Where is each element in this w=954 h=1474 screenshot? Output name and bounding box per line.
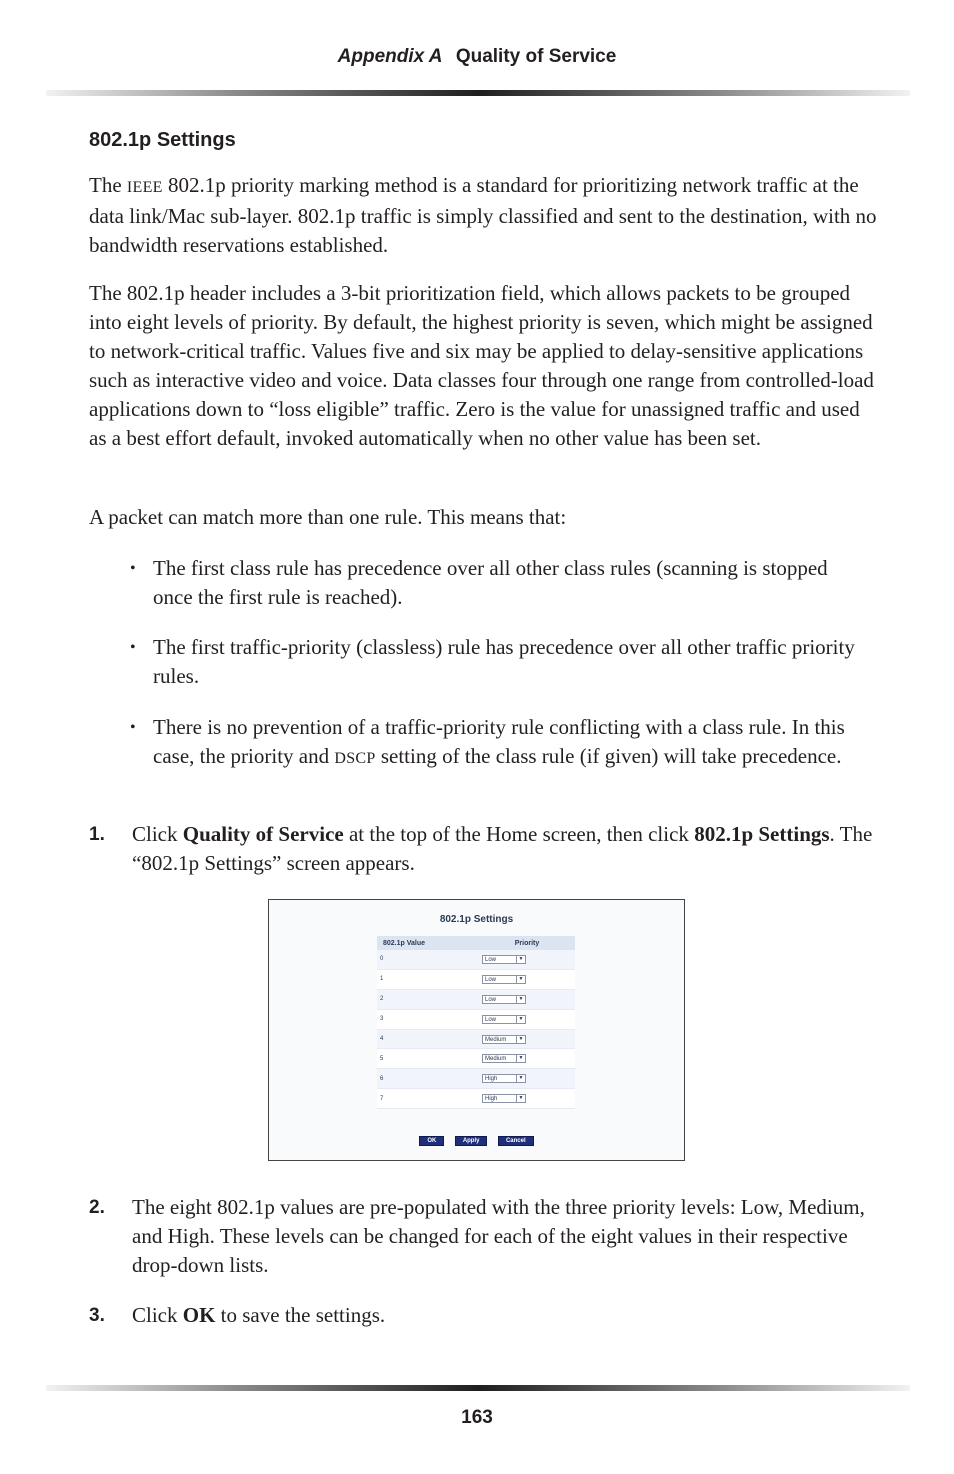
col-header-value: 802.1p Value	[377, 936, 479, 950]
bullet-item-3	[130, 713, 870, 773]
row-priority-cell	[479, 950, 575, 969]
chevron-down-icon: ▼	[516, 996, 525, 1003]
step1-text-c: at the top of the Home screen, then click	[343, 822, 695, 846]
table-row	[377, 950, 575, 969]
table-row	[377, 1009, 575, 1029]
step-text: The eight 802.1p values are pre-populated with the three priority levels: Low, Medium, and High. These levels can be changed for each of the eight values in their respective drop-down lists.	[132, 1195, 865, 1277]
row-value: 7	[377, 1089, 479, 1109]
screenshot-title: 802.1p Settings	[439, 914, 514, 925]
table-row	[377, 1069, 575, 1089]
priority-selected-value: High	[485, 1096, 498, 1103]
chevron-down-icon: ▼	[516, 1095, 525, 1102]
chevron-down-icon: ▼	[516, 1055, 525, 1062]
row-value: 5	[377, 1049, 479, 1069]
row-priority-cell	[479, 1069, 575, 1089]
chevron-down-icon: ▼	[516, 1016, 525, 1023]
running-header	[0, 46, 954, 68]
priority-select[interactable]	[482, 1015, 526, 1024]
row-priority-cell	[479, 1089, 575, 1109]
bullet-icon: •	[130, 639, 136, 656]
priority-selected-value: Low	[485, 1016, 497, 1023]
bullet-icon: •	[130, 560, 136, 577]
step-number: 1.	[89, 824, 105, 845]
step-2	[89, 1193, 879, 1280]
step3-bold-ok: OK	[182, 1303, 216, 1327]
priority-selected-value: Medium	[485, 1056, 507, 1063]
step-number: 2.	[89, 1197, 105, 1218]
bullet-item-2	[130, 633, 870, 691]
table-row	[377, 1049, 575, 1069]
bullet-text: The first class rule has precedence over all other class rules (scanning is stopped once the first rule is reached).	[153, 556, 828, 609]
settings-screenshot	[268, 899, 685, 1161]
header-chapter: Quality of Service	[455, 46, 617, 67]
p1-text-b: 802.1p priority marking method is a standard for prioritizing network traffic at the data link/Mac sub-layer. 802.1p traffic is simply classified and sent to the destination, with no bandwidth reservations established.	[89, 173, 877, 257]
b3-dscp: DSCP	[334, 750, 376, 767]
paragraph-3: A packet can match more than one rule. This means that:	[89, 505, 567, 529]
priority-select[interactable]	[482, 1035, 526, 1044]
step-text	[132, 820, 879, 878]
row-value: 3	[377, 1009, 479, 1029]
chevron-down-icon: ▼	[516, 976, 525, 983]
priority-select[interactable]	[482, 1054, 526, 1063]
b3-text-b: setting of the class rule (if given) will take precedence.	[375, 744, 842, 768]
priority-select[interactable]	[482, 975, 526, 984]
row-priority-cell	[479, 1049, 575, 1069]
row-value: 1	[377, 969, 479, 989]
footer-rule	[46, 1385, 910, 1391]
bullet-item-1	[130, 554, 870, 612]
ok-button[interactable]: OK	[419, 1136, 444, 1146]
paragraph-1	[89, 171, 879, 260]
b3-text-a: There is no prevention of a traffic-priority rule conflicting with a class rule. In this case, the priority and	[153, 715, 845, 768]
priority-selected-value: Low	[485, 956, 497, 963]
table-row	[377, 1029, 575, 1049]
row-value: 6	[377, 1069, 479, 1089]
priority-select[interactable]	[482, 995, 526, 1004]
row-value: 4	[377, 1029, 479, 1049]
step1-text-a: Click	[132, 822, 183, 846]
row-priority-cell	[479, 969, 575, 989]
section-title: 802.1p Settings	[89, 129, 236, 151]
p1-ieee: IEEE	[126, 179, 163, 196]
step3-text-c: to save the settings.	[215, 1303, 386, 1327]
priority-select[interactable]	[482, 1074, 526, 1083]
cancel-button[interactable]: Cancel	[498, 1136, 534, 1146]
table-row	[377, 989, 575, 1009]
table-row	[377, 969, 575, 989]
bullet-text	[153, 713, 870, 773]
step1-bold-qos: Quality of Service	[182, 822, 344, 846]
header-appendix: Appendix A	[337, 46, 443, 67]
row-priority-cell	[479, 1009, 575, 1029]
step-text	[132, 1301, 879, 1330]
priority-selected-value: Low	[485, 976, 497, 983]
step1-text-d: . The “802.1p Settings” screen appears.	[132, 822, 873, 875]
step3-text-a: Click	[132, 1303, 183, 1327]
p1-text-a: The	[89, 173, 127, 197]
table-row	[377, 1089, 575, 1109]
priority-rows	[377, 950, 575, 1109]
chevron-down-icon: ▼	[516, 956, 525, 963]
page-number: 163	[461, 1407, 493, 1428]
step-number: 3.	[89, 1305, 105, 1326]
chevron-down-icon: ▼	[516, 1036, 525, 1043]
bullet-text: The first traffic-priority (classless) rule has precedence over all other traffic priority rules.	[153, 635, 855, 688]
button-bar	[269, 1129, 684, 1147]
header-rule	[46, 90, 910, 96]
row-priority-cell	[479, 1029, 575, 1049]
priority-table	[377, 936, 575, 1109]
step-3	[89, 1301, 879, 1330]
col-header-priority: Priority	[479, 936, 575, 950]
row-value: 2	[377, 989, 479, 1009]
step-1	[89, 820, 879, 878]
priority-select[interactable]	[482, 1094, 526, 1103]
priority-selected-value: Medium	[485, 1036, 507, 1043]
bullet-icon: •	[130, 719, 136, 736]
priority-selected-value: High	[485, 1076, 498, 1083]
apply-button[interactable]: Apply	[455, 1136, 488, 1146]
priority-select[interactable]	[482, 955, 526, 964]
priority-selected-value: Low	[485, 996, 497, 1003]
row-value: 0	[377, 950, 479, 969]
row-priority-cell	[479, 989, 575, 1009]
chevron-down-icon: ▼	[516, 1075, 525, 1082]
paragraph-2: The 802.1p header includes a 3-bit prioritization field, which allows packets to be grouped into eight levels of priority. By default, the highest priority is seven, which might be assigned to network-critical traffic. Values five and six may be applied to delay-sensitive applications such as interactive video and voice. Data classes four through one range from controlled-load applications down to “loss eligible” traffic. Zero is the value for unassigned traffic and used as a best effort default, invoked automatically when no other value has been set.	[89, 281, 874, 450]
step1-bold-settings: 802.1p Settings	[694, 822, 830, 846]
